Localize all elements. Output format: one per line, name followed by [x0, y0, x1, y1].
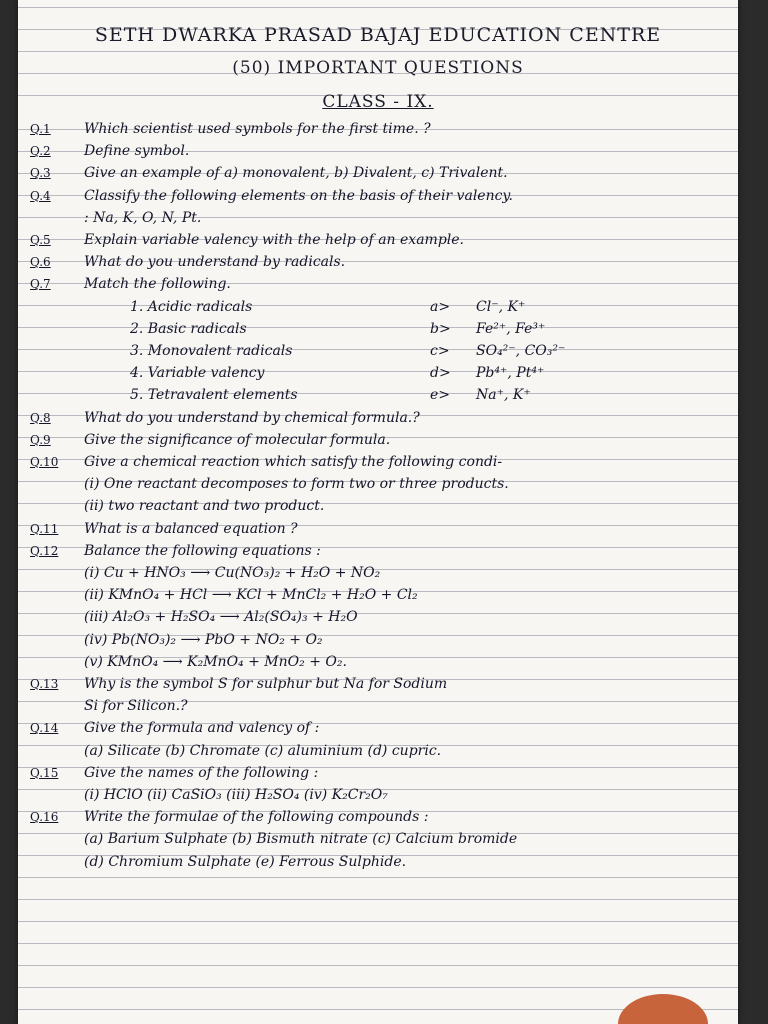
- question-line: [30, 185, 730, 207]
- question-text: Give the significance of molecular formula.: [84, 431, 391, 448]
- question-text: Give a chemical reaction which satisfy the following condi-: [84, 454, 503, 470]
- question-number: Q.13: [30, 677, 59, 691]
- match-right: SO₄²⁻, CO₃²⁻: [476, 343, 566, 359]
- question-line: [30, 140, 730, 162]
- question-text: Write the formulae of the following compounds :: [84, 809, 429, 826]
- question-line: [30, 273, 730, 295]
- question-number: Q.8: [30, 410, 51, 425]
- question-text: Give the formula and valency of :: [84, 720, 320, 737]
- question-text: Classify the following elements on the basis of their valency.: [84, 187, 513, 204]
- question-text: Which scientist used symbols for the first time. ?: [84, 121, 431, 137]
- question-text: Si for Silicon.?: [84, 698, 188, 715]
- question-number: Q.7: [30, 277, 51, 292]
- question-number: Q.10: [30, 455, 59, 469]
- question-number: Q.14: [30, 721, 59, 736]
- question-subline: [30, 473, 730, 495]
- match-row: [30, 384, 730, 406]
- match-right: Pb⁴⁺, Pt⁴⁺: [476, 365, 545, 382]
- question-text: (v) KMnO₄ ⟶ K₂MnO₄ + MnO₂ + O₂.: [84, 653, 347, 670]
- question-number: Q.15: [30, 765, 59, 780]
- question-text: (a) Silicate (b) Chromate (c) aluminium (d) cupric.: [84, 742, 442, 759]
- question-subline: [30, 784, 730, 806]
- question-text: (d) Chromium Sulphate (e) Ferrous Sulphide.: [84, 853, 407, 870]
- question-text: What do you understand by radicals.: [84, 254, 346, 271]
- question-text: (i) Cu + HNO₃ ⟶ Cu(NO₃)₂ + H₂O + NO₂: [84, 565, 381, 581]
- question-line: [30, 518, 730, 540]
- question-line: [30, 407, 730, 429]
- question-number: Q.3: [30, 166, 51, 181]
- question-line: [30, 762, 730, 784]
- question-text: (i) One reactant decomposes to form two or three products.: [84, 476, 509, 493]
- question-subline: [30, 562, 730, 584]
- question-text: : Na, K, O, N, Pt.: [84, 209, 202, 226]
- question-subline: [30, 851, 730, 873]
- question-text: Give an example of a) monovalent, b) Divalent, c) Trivalent.: [84, 165, 508, 182]
- match-letter: c>: [430, 343, 450, 359]
- question-line: [30, 229, 730, 251]
- notebook-page: [18, 0, 738, 1024]
- class-heading: CLASS - IX.: [322, 92, 434, 112]
- question-text: (iv) Pb(NO₃)₂ ⟶ PbO + NO₂ + O₂: [84, 631, 323, 648]
- match-left: 2. Basic radicals: [130, 320, 247, 337]
- question-line: [30, 451, 730, 473]
- question-text: What is a balanced equation ?: [84, 520, 298, 537]
- question-text: Match the following.: [84, 276, 231, 293]
- match-row: [30, 362, 730, 384]
- match-row: [30, 296, 730, 318]
- question-subline: [30, 584, 730, 606]
- question-text: (ii) KMnO₄ + HCl ⟶ KCl + MnCl₂ + H₂O + Cl₂: [84, 587, 418, 604]
- question-text: (iii) Al₂O₃ + H₂SO₄ ⟶ Al₂(SO₄)₃ + H₂O: [84, 609, 358, 626]
- question-text: Balance the following equations :: [84, 542, 321, 559]
- match-row: [30, 340, 730, 362]
- question-subline: [30, 495, 730, 517]
- question-line: [30, 162, 730, 184]
- question-line: [30, 673, 730, 695]
- finger-tip: [618, 994, 708, 1024]
- question-number: Q.9: [30, 432, 51, 447]
- match-letter: e>: [430, 387, 451, 404]
- question-text: What do you understand by chemical formula.?: [84, 409, 420, 426]
- question-subline: [30, 651, 730, 673]
- match-right: Fe²⁺, Fe³⁺: [476, 320, 546, 337]
- question-subline: [30, 828, 730, 850]
- question-subline: [30, 740, 730, 762]
- question-text: (i) HClO (ii) CaSiO₃ (iii) H₂SO₄ (iv) K₂Cr₂O₇: [84, 787, 388, 803]
- question-number: Q.5: [30, 233, 51, 247]
- question-number: Q.2: [30, 144, 51, 159]
- match-letter: d>: [430, 365, 451, 382]
- question-line: [30, 806, 730, 828]
- question-line: [30, 251, 730, 273]
- question-text: Explain variable valency with the help of an example.: [84, 232, 465, 248]
- question-text: Give the names of the following :: [84, 764, 319, 781]
- match-left: 3. Monovalent radicals: [130, 343, 293, 359]
- question-line: [30, 118, 730, 140]
- question-number: Q.1: [30, 122, 51, 136]
- question-line: [30, 717, 730, 739]
- question-number: Q.12: [30, 543, 59, 558]
- question-number: Q.16: [30, 810, 59, 825]
- question-number: Q.6: [30, 255, 51, 270]
- page-subtitle: (50) IMPORTANT QUESTIONS: [232, 58, 524, 78]
- question-subline: [30, 695, 730, 717]
- question-line: [30, 540, 730, 562]
- match-letter: a>: [430, 298, 451, 315]
- match-left: 4. Variable valency: [130, 365, 265, 382]
- question-text: Why is the symbol S for sulphur but Na for Sodium: [84, 676, 448, 692]
- question-text: (ii) two reactant and two product.: [84, 498, 325, 515]
- question-subline: [30, 606, 730, 628]
- match-right: Cl⁻, K⁺: [476, 298, 526, 315]
- match-right: Na⁺, K⁺: [476, 387, 531, 404]
- question-text: (a) Barium Sulphate (b) Bismuth nitrate (c) Calcium bromide: [84, 831, 518, 848]
- question-number: Q.4: [30, 188, 51, 203]
- match-left: 1. Acidic radicals: [130, 298, 253, 315]
- school-title: SETH DWARKA PRASAD BAJAJ EDUCATION CENTRE: [94, 24, 662, 46]
- match-row: [30, 318, 730, 340]
- question-subline: [30, 207, 730, 229]
- question-text: Define symbol.: [84, 143, 190, 160]
- question-line: [30, 429, 730, 451]
- match-letter: b>: [430, 320, 451, 337]
- question-subline: [30, 629, 730, 651]
- question-number: Q.11: [30, 521, 59, 536]
- match-left: 5. Tetravalent elements: [130, 387, 298, 404]
